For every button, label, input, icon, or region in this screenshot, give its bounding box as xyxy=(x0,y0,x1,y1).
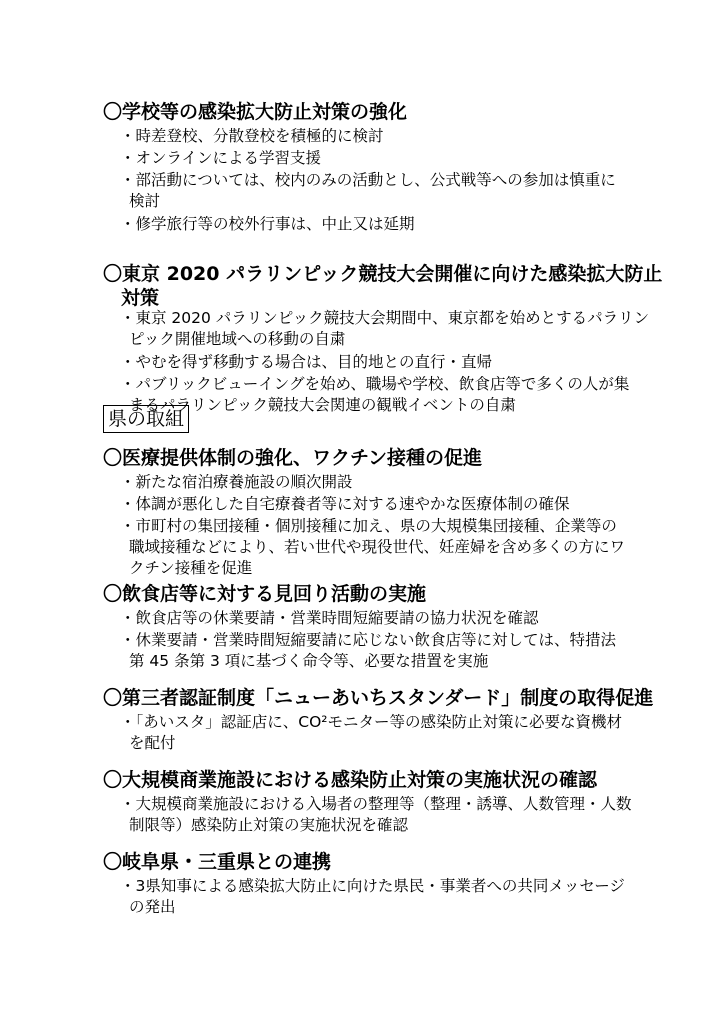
heading-line: 対策 xyxy=(121,287,160,309)
section-heading-gifu-mie: 〇岐阜県・三重県との連携 xyxy=(103,851,332,873)
list-item xyxy=(120,876,640,918)
list-item-line: ・「あいスタ」認証店に、CO²モニター等の感染防止対策に必要な資機材 xyxy=(120,713,622,731)
section-heading-school: 〇学校等の感染拡大防止対策の強化 xyxy=(103,101,408,123)
list-item-line: クチン接種を促進 xyxy=(129,559,253,577)
list-item-line: の発出 xyxy=(129,898,176,916)
list-item xyxy=(120,794,640,836)
list-item xyxy=(120,712,640,754)
list-item-line: 職域接種などにより、若い世代や現役世代、妊産婦を含め多くの方にワ xyxy=(129,538,626,556)
list-item-line: ・市町村の集団接種・個別接種に加え、県の大規模集団接種、企業等の xyxy=(120,517,617,535)
list-item xyxy=(120,308,650,350)
list-item-line: 制限等）感染防止対策の実施状況を確認 xyxy=(129,816,409,834)
list-item: ・やむを得ず移動する場合は、目的地との直行・直帰 xyxy=(120,353,493,371)
list-item: ・修学旅行等の校外行事は、中止又は延期 xyxy=(120,215,415,233)
prefecture-measures-label: 県の取組 xyxy=(103,405,189,433)
list-item-line: ・部活動については、校内のみの活動とし、公式戦等への参加は慎重に xyxy=(120,171,616,189)
list-item: ・時差登校、分散登校を積極的に検討 xyxy=(120,127,384,145)
section-heading-restaurants: 〇飲食店等に対する見回り活動の実施 xyxy=(103,583,427,605)
list-item: ・体調が悪化した自宅療養者等に対する速やかな医療体制の確保 xyxy=(120,495,570,513)
list-item xyxy=(120,374,640,416)
list-item-line: ・東京 2020 パラリンピック競技大会期間中、東京都を始めとするパラリン xyxy=(120,309,650,327)
list-item-line: 検討 xyxy=(129,192,161,210)
list-item-line: ・大規模商業施設における入場者の整理等（整理・誘導、人数管理・人数 xyxy=(120,795,632,813)
section-heading-medical: 〇医療提供体制の強化、ワクチン接種の促進 xyxy=(103,447,483,469)
list-item xyxy=(120,170,640,212)
list-item-line: ・3県知事による感染拡大防止に向けた県民・事業者への共同メッセージ xyxy=(120,877,625,895)
list-item: ・飲食店等の休業要請・営業時間短縮要請の協力状況を確認 xyxy=(120,609,539,627)
list-item xyxy=(120,516,640,579)
list-item-line: まるパラリンピック競技大会関連の観戦イベントの自粛 xyxy=(129,396,516,414)
list-item-line: 第 45 条第 3 項に基づく命令等、必要な措置を実施 xyxy=(129,652,489,670)
section-heading-commercial-facilities: 〇大規模商業施設における感染防止対策の実施状況の確認 xyxy=(103,769,598,791)
list-item: ・新たな宿泊療養施設の順次開設 xyxy=(120,473,353,491)
list-item: ・オンラインによる学習支援 xyxy=(120,149,322,167)
heading-line: 〇東京 2020 パラリンピック競技大会開催に向けた感染拡大防止 xyxy=(103,263,663,285)
list-item-line: を配付 xyxy=(129,734,176,752)
list-item-line: ・パブリックビューイングを始め、職場や学校、飲食店等で多くの人が集 xyxy=(120,375,630,393)
list-item-line: ピック開催地域への移動の自粛 xyxy=(129,330,346,348)
section-heading-certification: 〇第三者認証制度「ニューあいちスタンダード」制度の取得促進 xyxy=(103,687,654,709)
list-item xyxy=(120,630,640,672)
list-item-line: ・休業要請・営業時間短縮要請に応じない飲食店等に対しては、特措法 xyxy=(120,631,617,649)
section-heading-paralympics xyxy=(103,262,663,310)
